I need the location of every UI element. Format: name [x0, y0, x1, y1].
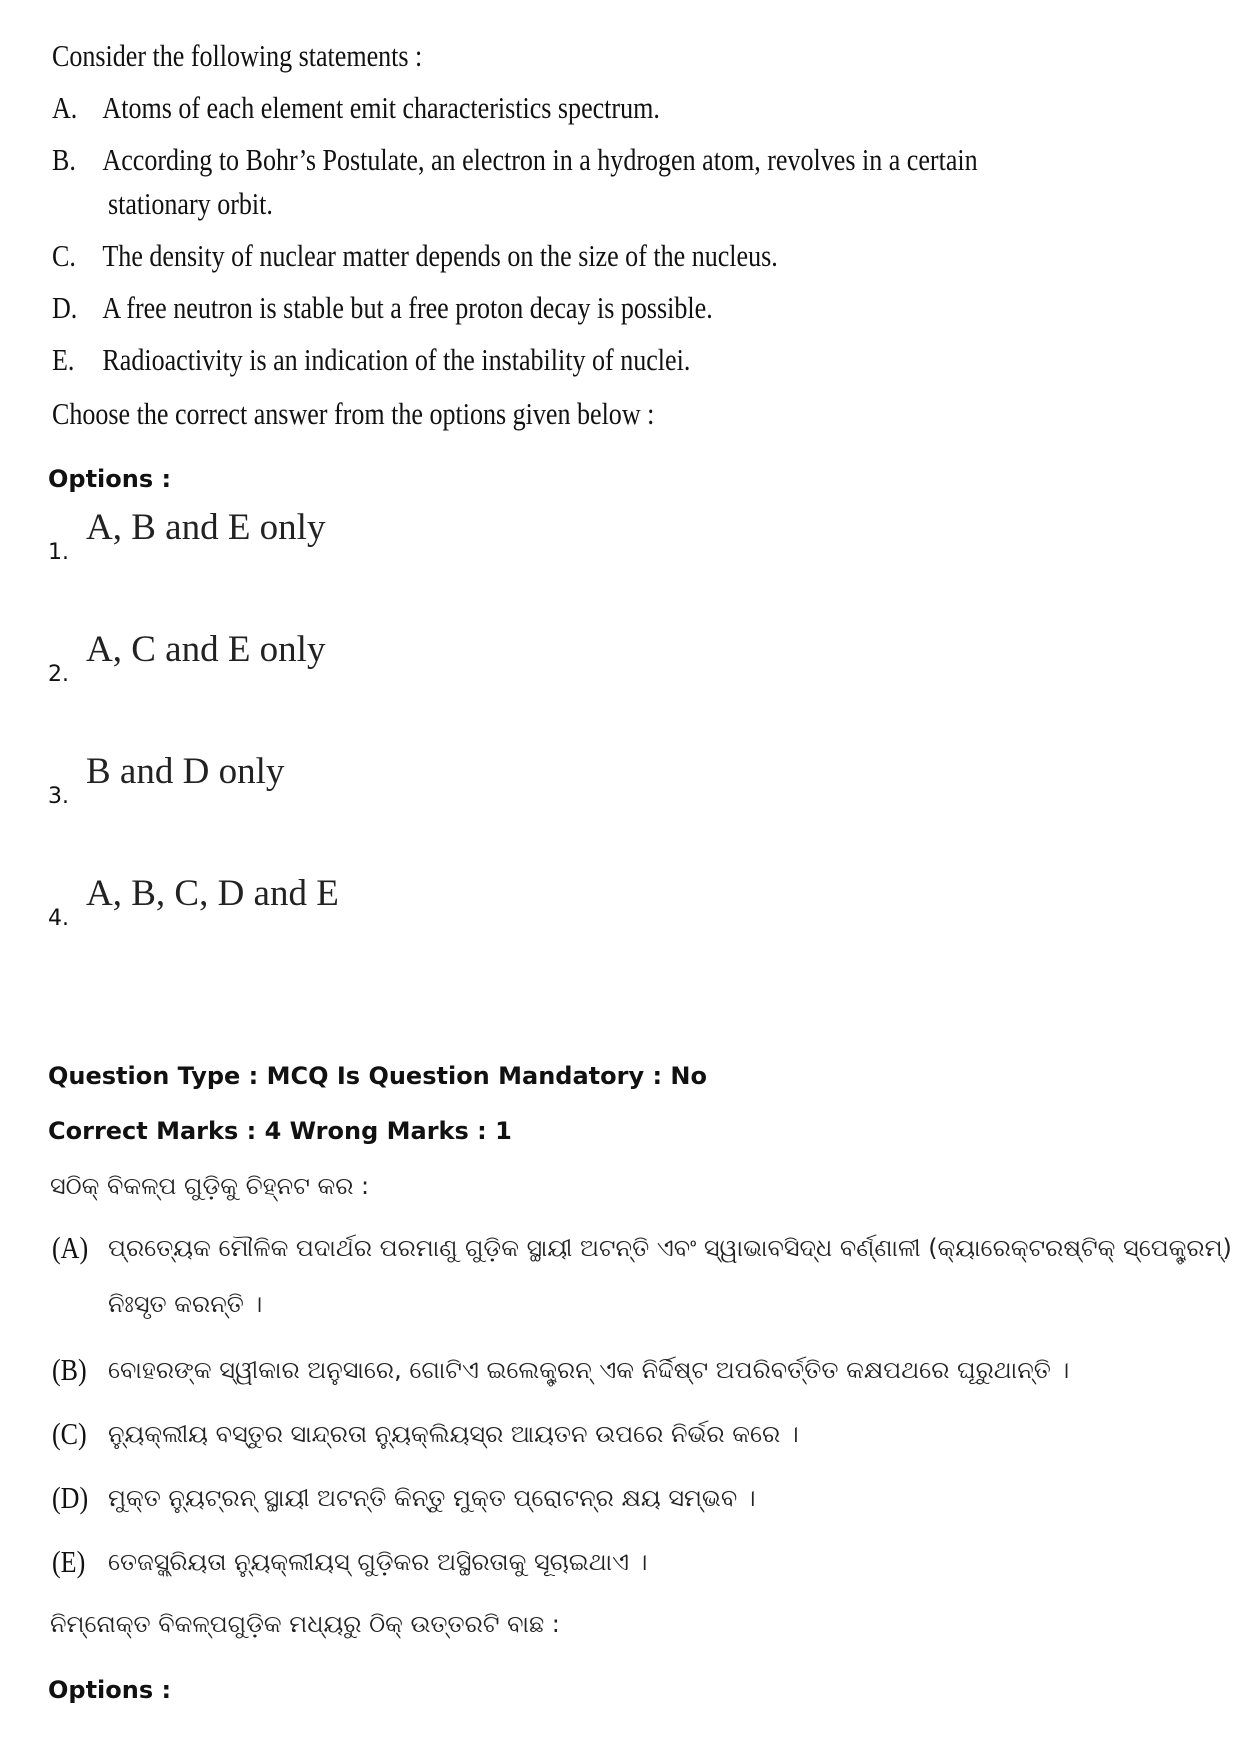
statement-label: E.	[52, 342, 75, 377]
question-type-line: Question Type : MCQ Is Question Mandatory : No	[48, 1062, 707, 1090]
statement-text: Atoms of each element emit characteristics spectrum.	[102, 90, 660, 125]
odia-statement-text: ନ୍ୟୁକ୍ଲୀୟ ବସ୍ତୁର ସାନ୍ଦ୍ରତା ନ୍ୟୁକ୍ଲିୟସ୍‌ର ଆୟତନ ଉପରେ ନିର୍ଭର କରେ ।	[108, 1420, 799, 1448]
question-intro: Consider the following statements :	[52, 38, 423, 73]
statement-text: Radioactivity is an indication of the instability of nuclei.	[102, 342, 691, 377]
statement-label: A.	[52, 90, 78, 125]
statement-e	[52, 342, 690, 378]
statement-c	[52, 238, 778, 274]
odia-statement-label: (D)	[52, 1480, 89, 1515]
statement-label: B.	[52, 142, 76, 177]
statement-label: C.	[52, 238, 76, 273]
options-heading-2: Options :	[48, 1676, 172, 1704]
option-text: A, B and E only	[86, 507, 326, 548]
odia-statement-label: (B)	[52, 1352, 87, 1387]
statement-text: The density of nuclear matter depends on the size of the nucleus.	[102, 238, 778, 273]
odia-statement-text: ମୁକ୍ତ ନ୍ୟୁଟ୍ରନ୍ ସ୍ଥାୟୀ ଅଟନ୍ତି କିନ୍ତୁ ମୁକ୍ତ ପ୍ରୋଟନ୍‌ର କ୍ଷୟ ସମ୍ଭବ ।	[108, 1484, 756, 1512]
odia-choose-instruction: ନିମ୍ନୋକ୍ତ ବିକଳ୍ପଗୁଡ଼ିକ ମଧ୍ୟରୁ ଠିକ୍ ଉତ୍ତରଟି ବାଛ :	[50, 1610, 560, 1638]
choose-instruction: Choose the correct answer from the options given below :	[52, 396, 655, 431]
options-heading: Options :	[48, 465, 172, 493]
statement-text: A free neutron is stable but a free proton decay is possible.	[102, 290, 713, 325]
statement-d	[52, 290, 713, 326]
statement-label: D.	[52, 290, 78, 325]
statement-b-continuation: stationary orbit.	[108, 186, 273, 221]
marks-line: Correct Marks : 4 Wrong Marks : 1	[48, 1117, 512, 1145]
option-text: A, B, C, D and E	[86, 873, 339, 914]
odia-question-intro: ସଠିକ୍ ବିକଳ୍ପ ଗୁଡ଼ିକୁ ଚିହ୍ନଟ କର :	[50, 1172, 370, 1200]
odia-statement-text: ତେଜସ୍କ୍ରିୟତା ନ୍ୟୁକ୍ଲୀୟସ୍ ଗୁଡ଼ିକର ଅସ୍ଥିରତାକୁ ସୂଚାଇଥାଏ ।	[108, 1548, 648, 1576]
statement-b	[52, 142, 978, 178]
statement-a	[52, 90, 660, 126]
option-number: 3.	[48, 784, 69, 809]
option-number: 1.	[48, 540, 69, 565]
option-number: 2.	[48, 662, 69, 687]
statement-text: According to Bohr’s Postulate, an electron in a hydrogen atom, revolves in a certain	[102, 142, 978, 177]
odia-statement-label: (E)	[52, 1544, 86, 1579]
option-number: 4.	[48, 906, 69, 931]
odia-statement-a-continuation: ନିଃସୃତ କରନ୍ତି ।	[108, 1290, 263, 1318]
option-text: B and D only	[86, 751, 285, 792]
odia-statement-text: ପ୍ରତ୍ୟେକ ମୌଳିକ ପଦାର୍ଥର ପରମାଣୁ ଗୁଡ଼ିକ ସ୍ଥାୟୀ ଅଟନ୍ତି ଏବଂ ସ୍ୱାଭାବସିଦ୍ଧ ବର୍ଣ୍ଣାଳୀ (କ୍ୟାରେକ୍ଟରଷ୍ଟିକ୍ ସ୍ପେକ୍ଟ୍ରମ୍)	[108, 1234, 1232, 1262]
option-text: A, C and E only	[86, 629, 326, 670]
odia-statement-label: (C)	[52, 1416, 87, 1451]
odia-statement-label: (A)	[52, 1230, 89, 1265]
odia-statement-text: ବୋହରଙ୍କ ସ୍ୱୀକାର ଅନୁସାରେ, ଗୋଟିଏ ଇଲେକ୍ଟ୍ରନ୍ ଏକ ନିର୍ଦ୍ଦିଷ୍ଟ ଅପରିବର୍ତ୍ତିତ କକ୍ଷପଥରେ ଘୂରୁଥାନ୍ତି ।	[108, 1356, 1070, 1384]
